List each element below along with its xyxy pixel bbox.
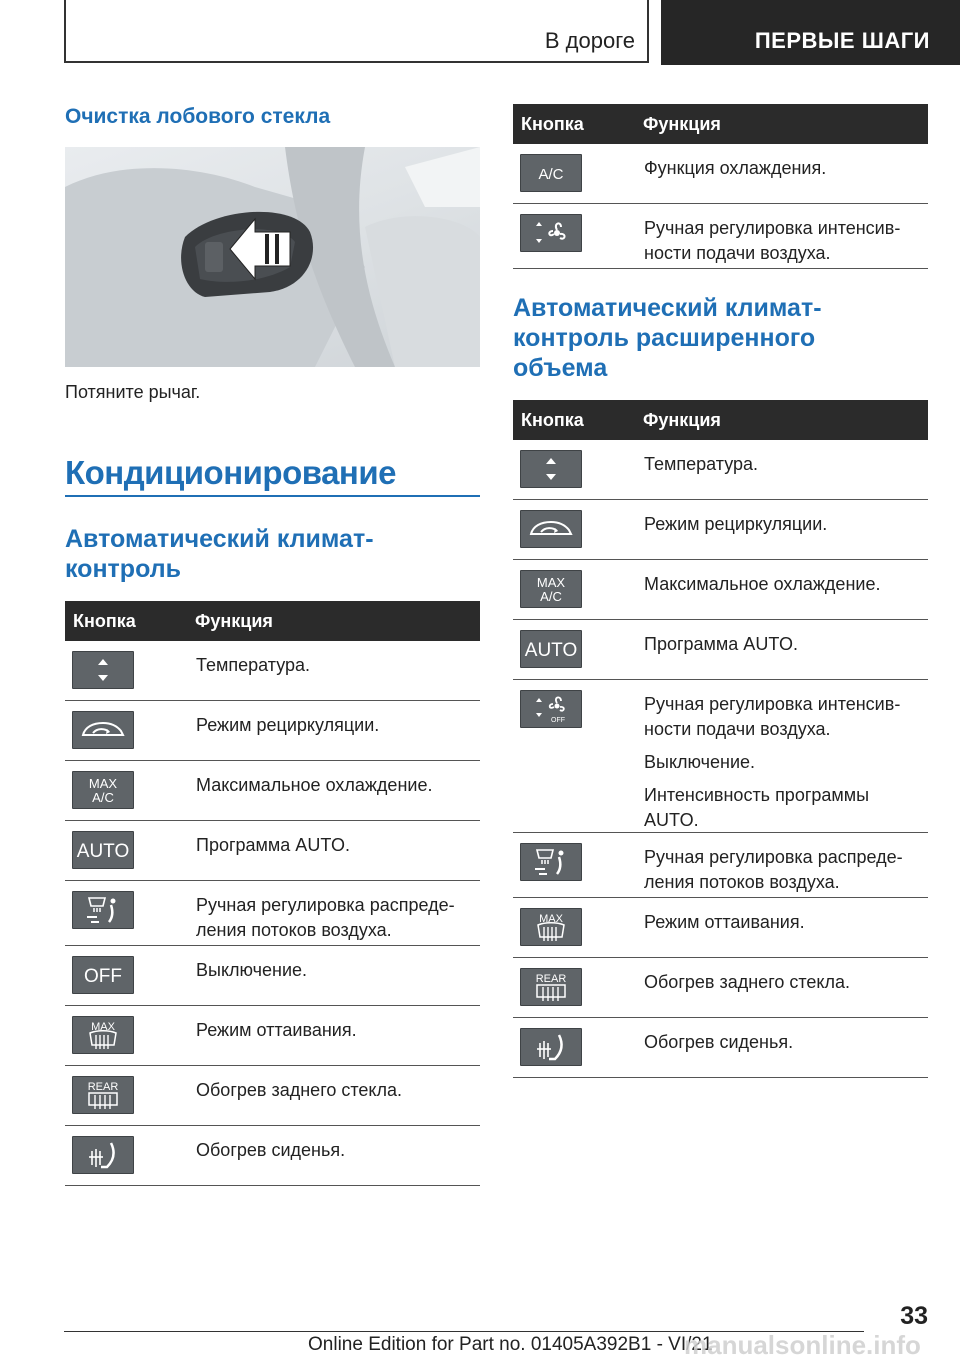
col-function-header: Функция [643,410,721,430]
row-function-text: Режим рециркуляции. [196,715,380,735]
seat-heating-icon [520,1028,582,1066]
header-section-box [64,0,649,63]
table-row [65,946,480,1006]
table-row [65,641,480,701]
svg-text:A/C: A/C [538,166,564,183]
row-function-line: Интенсивность программы AUTO. [644,785,870,830]
temperature-arrows-icon [72,651,134,689]
table-row [513,958,928,1018]
auto-icon [520,630,582,668]
page-number: 33 [900,1302,928,1330]
svg-text:AUTO: AUTO [524,640,578,661]
table-header [65,601,480,641]
ac-heading: Кондиционирование [65,454,397,491]
row-function-text: Функция охлаждения. [644,158,827,178]
table-header [513,400,928,440]
table-row [65,1066,480,1126]
table-row [65,761,480,821]
watermark: manualsonline.info [684,1330,921,1360]
svg-text:AUTO: AUTO [76,841,130,862]
right-controls-table-top [513,104,928,269]
table-row [513,560,928,620]
lever-illustration [65,147,480,367]
col-function-header: Функция [195,611,273,631]
max-ac-icon [72,771,134,809]
table-row [513,833,928,898]
svg-text:MAX: MAX [536,575,566,590]
row-function-text: Обогрев заднего стекла. [196,1080,403,1100]
row-function-text: Обогрев сиденья. [196,1140,346,1160]
svg-text:OFF: OFF [551,717,565,723]
recirculation-car-icon [72,711,134,749]
lever-photo [65,147,480,367]
max-defrost-icon [72,1016,134,1054]
rear-window-heat-icon [520,968,582,1006]
col-button-header: Кнопка [521,114,584,134]
row-function-text: Ручная регулировка распределения потоков воздуха. [644,847,903,892]
svg-text:A/C: A/C [92,790,114,805]
row-function-text: Программа AUTO. [644,634,798,654]
row-function-text: Ручная регулировка интенсивности подачи воздуха. [644,218,901,263]
row-function-text: Выключение. [196,960,308,980]
row-function-text: Обогрев сиденья. [644,1032,794,1052]
row-function-text: Обогрев заднего стекла. [644,972,851,992]
table-row [65,1006,480,1066]
windshield-heading: Очистка лобового стекла [65,105,331,128]
row-function-text: Температура. [196,655,311,675]
col-function-header: Функция [643,114,721,134]
air-distribution-icon [520,843,582,881]
off-icon [72,956,134,994]
fan-off-icon [520,690,582,728]
row-function-text: Режим оттаивания. [196,1020,357,1040]
table-row [65,701,480,761]
row-function-text: Ручная регулировка распределения потоков воздуха. [196,895,455,940]
col-button-header: Кнопка [73,611,136,631]
row-function-text: Режим рециркуляции. [644,514,828,534]
table-row [65,821,480,881]
svg-text:MAX: MAX [88,776,118,791]
svg-text:REAR: REAR [535,973,567,985]
row-function-text: Максимальное охлаждение. [196,775,433,795]
table-row [513,144,928,204]
left-controls-table [65,601,480,1186]
recirculation-car-icon [520,510,582,548]
row-function-text: Максимальное охлаждение. [644,574,881,594]
table-row [513,500,928,560]
auto-climate-heading-line1: Автоматический климат- [65,525,374,553]
extended-climate-heading-line2: контроль расширенного [513,324,816,352]
row-function-line: Выключение. [644,752,756,772]
header-chapter-box [661,0,960,65]
table-row [513,620,928,680]
auto-climate-heading-line2: контроль [65,555,181,583]
col-button-header: Кнопка [521,410,584,430]
ac-icon [520,154,582,192]
right-controls-table-extended [513,400,928,1078]
max-ac-icon [520,570,582,608]
row-function-text [644,692,922,841]
temperature-arrows-icon [520,450,582,488]
row-function-line: Ручная регулировка интенсивности подачи воздуха. [644,694,901,739]
table-row [513,898,928,958]
photo-caption: Потяните рычаг. [65,382,201,402]
auto-climate-heading [65,524,374,584]
row-function-text: Режим оттаивания. [644,912,805,932]
table-row [513,440,928,500]
svg-text:OFF: OFF [84,966,122,987]
table-header [513,104,928,144]
table-row [513,204,928,269]
extended-climate-heading [513,293,822,383]
auto-icon [72,831,134,869]
table-row [513,1018,928,1078]
header-section-label: В дороге [544,28,635,53]
extended-climate-heading-line3: объема [513,354,608,382]
svg-text:MAX: MAX [539,913,563,925]
extended-climate-heading-line1: Автоматический климат- [513,294,822,322]
svg-text:MAX: MAX [91,1021,115,1033]
ac-heading-rule [65,495,480,497]
seat-heating-icon [72,1136,134,1174]
table-row [513,680,928,833]
footer-edition: Online Edition for Part no. 01405A392B1 - VI/21 [308,1334,713,1355]
svg-text:REAR: REAR [87,1081,119,1093]
max-defrost-icon [520,908,582,946]
air-distribution-icon [72,891,134,929]
row-function-text: Программа AUTO. [196,835,350,855]
fan-speed-icon [520,214,582,252]
svg-text:A/C: A/C [540,589,562,604]
table-row [65,1126,480,1186]
header-chapter-label: ПЕРВЫЕ ШАГИ [754,28,930,53]
rear-window-heat-icon [72,1076,134,1114]
row-function-text: Температура. [644,454,759,474]
table-row [65,881,480,946]
